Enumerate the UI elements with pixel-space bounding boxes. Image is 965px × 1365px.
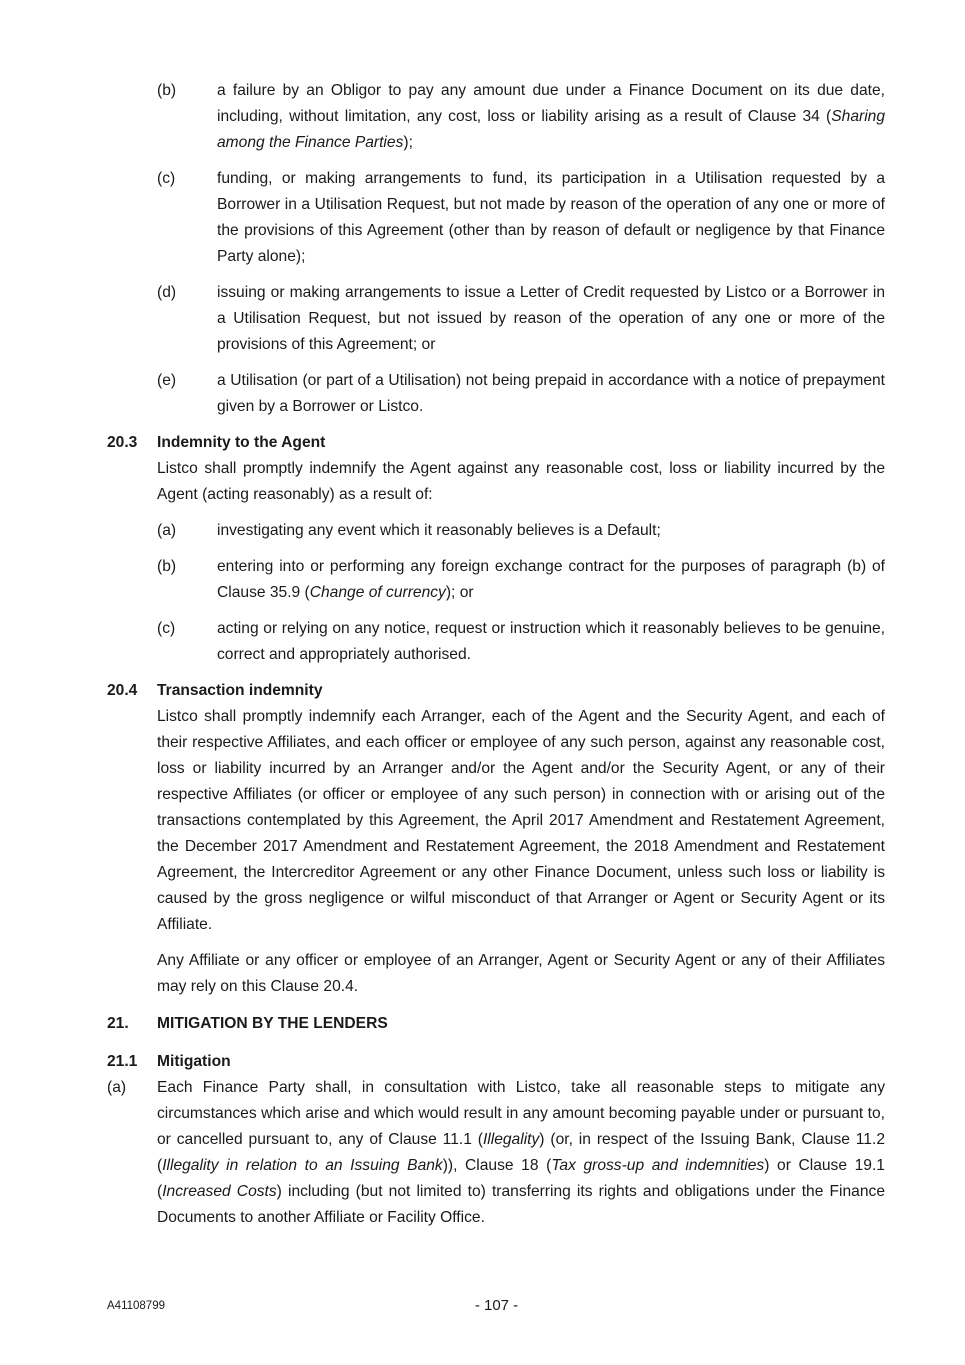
clause-title-italic: Illegality in relation to an Issuing Bank xyxy=(162,1157,443,1174)
clause-heading: Mitigation xyxy=(157,1053,231,1070)
text-run: ); xyxy=(403,134,413,151)
list-text: a Utilisation (or part of a Utilisation) not being prepaid in accordance with a notice of prepayment given by a Borrower or Listco. xyxy=(217,372,885,415)
text-run: ); or xyxy=(445,584,474,601)
clause-intro-text: Listco shall promptly indemnify the Agent against any reasonable cost, loss or liability incurred by the Agent (acting reasonably) as a result of: xyxy=(157,460,885,503)
clause-heading: Indemnity to the Agent xyxy=(157,434,326,451)
text-run: )), Clause 18 ( xyxy=(442,1157,552,1174)
clause-title-italic: Change of currency xyxy=(309,584,446,601)
clause-heading: MITIGATION BY THE LENDERS xyxy=(157,1015,388,1032)
text-run: entering into or performing any foreign exchange contract for the purposes of paragraph (b) of Clause 35.9 ( xyxy=(217,558,885,601)
clause-title-italic: Sharing among the Finance Parties xyxy=(217,108,885,151)
text-run: a failure by an Obligor to pay any amount due under a Finance Document on its due date, including, without limitation, any cost, loss or liability arising as a result of Clause 34 ( xyxy=(217,82,885,125)
document-reference: A41108799 xyxy=(107,1300,165,1312)
clause-title-italic: Tax gross-up and indemnities xyxy=(551,1157,765,1174)
list-label: (d) xyxy=(157,284,177,301)
list-text: investigating any event which it reasonably believes is a Default; xyxy=(217,522,661,539)
text-run: ) including (but not limited to) transferring its rights and obligations under the Finance Documents to another Affiliate or Facility Office. xyxy=(157,1183,885,1226)
list-label: (e) xyxy=(157,372,177,389)
clause-heading: Transaction indemnity xyxy=(157,682,323,699)
list-label: (c) xyxy=(157,170,176,187)
list-text: acting or relying on any notice, request or instruction which it reasonably believes to be genuine, correct and appropriately authorised. xyxy=(217,620,885,663)
list-label: (a) xyxy=(107,1079,127,1096)
clause-title-italic: Increased Costs xyxy=(162,1183,277,1200)
page-number: - 107 - xyxy=(474,1297,519,1314)
list-text xyxy=(157,1075,885,1231)
clause-paragraph: Any Affiliate or any officer or employee of an Arranger, Agent or Security Agent or any of their Affiliates may rely on this Clause 20.4. xyxy=(157,952,885,995)
list-label: (c) xyxy=(157,620,176,637)
list-label: (b) xyxy=(157,82,177,99)
clause-number: 20.3 xyxy=(107,434,138,451)
list-text: issuing or making arrangements to issue a Letter of Credit requested by Listco or a Borrower in a Utilisation Request, but not issued by reason of the operation of any one or more of the provisions of this Agreement; or xyxy=(217,284,885,353)
list-text: funding, or making arrangements to fund, its participation in a Utilisation requested by a Borrower in a Utilisation Request, but not made by reason of the operation of any one or more of the provisions of this Agreement (other than by reason of default or negligence by that Finance Party alone); xyxy=(217,170,885,265)
clause-number: 20.4 xyxy=(107,682,138,699)
list-text xyxy=(217,78,885,156)
list-label: (a) xyxy=(157,522,177,539)
clause-number: 21. xyxy=(107,1015,129,1032)
clause-paragraph: Listco shall promptly indemnify each Arranger, each of the Agent and the Security Agent, and each of their respective Affiliates, and each officer or employee of any such person, against any reasonable cost, loss or liability incurred by an Arranger and/or the Agent and/or the Security Agent, or any of their respective Affiliates (or officer or employee of any such person) in connection with or arising out of the transactions contemplated by this Agreement, the April 2017 Amendment and Restatement Agreement, the December 2017 Amendment and Restatement Agreement, the 2018 Amendment and Restatement Agreement, the Intercreditor Agreement or any other Finance Document, unless such loss or liability is caused by the gross negligence or wilful misconduct of that Arranger or Agent or Security Agent or its Affiliate. xyxy=(157,708,885,933)
text-run: ) (or, in respect of the Issuing Bank, Clause 11.2 ( xyxy=(157,1131,885,1174)
text-run: ) or Clause 19.1 ( xyxy=(157,1157,885,1200)
list-label: (b) xyxy=(157,558,177,575)
text-run: Each Finance Party shall, in consultation with Listco, take all reasonable steps to mitigate any circumstances which arise and which would result in any amount becoming payable under or pursuant to, or cancelled pursuant to, any of Clause 11.1 ( xyxy=(157,1079,885,1148)
clause-number: 21.1 xyxy=(107,1053,138,1070)
list-text xyxy=(217,554,885,606)
clause-title-italic: Illegality xyxy=(482,1131,540,1148)
